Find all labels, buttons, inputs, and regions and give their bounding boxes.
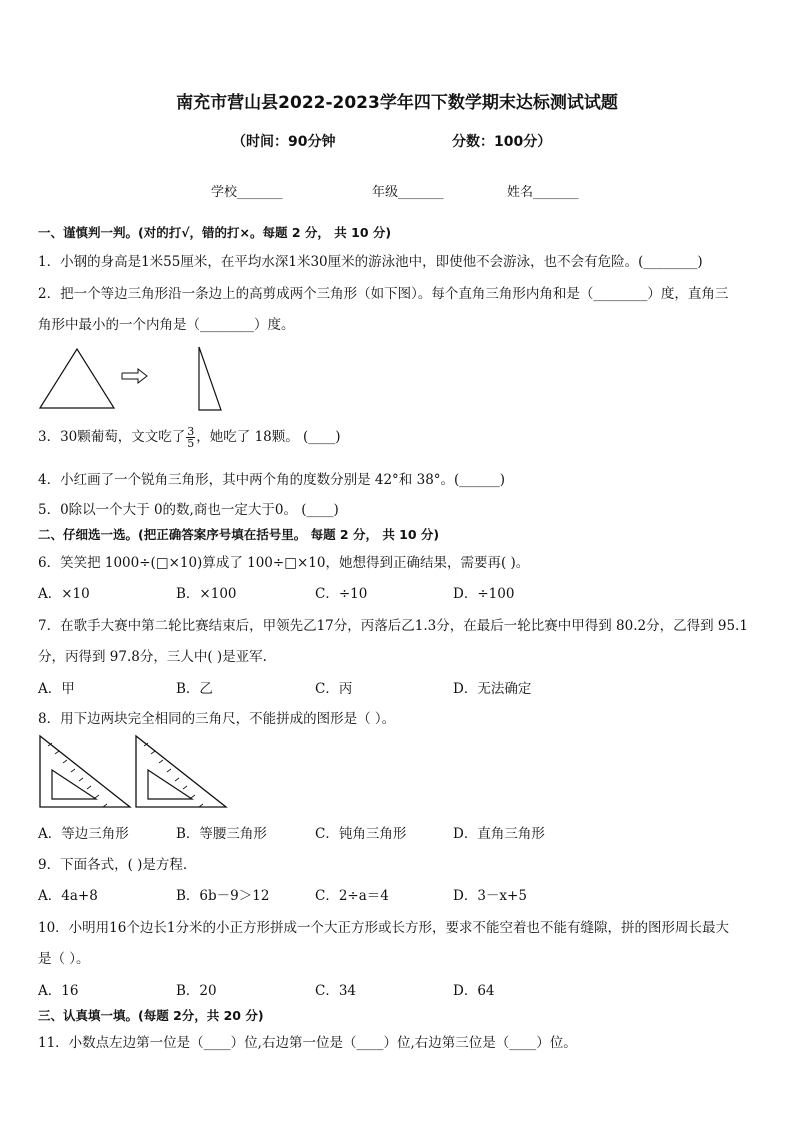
grade-field: 年级_______ (372, 185, 444, 200)
exam-score: 分数：100分） (452, 134, 552, 150)
q10-option-a: A．16 (38, 983, 79, 999)
question-2-line2: 角形中最小的一个内角是（________）度。 (38, 317, 295, 333)
fraction-denominator: 5 (187, 437, 195, 450)
q8-option-a: A．等边三角形 (38, 826, 129, 842)
q6-option-c: C．÷10 (315, 586, 368, 602)
q10-option-c: C．34 (315, 983, 357, 999)
q8-figure (38, 732, 238, 812)
section2-heading: 二、仔细选一选。(把正确答案序号填在括号里。 每题 2 分， 共 10 分) (38, 527, 440, 542)
question-1: 1．小钢的身高是1米55厘米，在平均水深1米30厘米的游泳池中，即使他不会游泳，也不会有危险。(________) (38, 254, 703, 270)
set-square-right (136, 736, 226, 807)
q7-option-c: C．丙 (315, 681, 353, 697)
q6-option-b: B．×100 (176, 586, 237, 602)
q8-option-c: C．钝角三角形 (315, 826, 407, 842)
set-square-left (40, 736, 130, 807)
q7-option-b: B．乙 (176, 681, 213, 697)
exam-time: （时间：90分钟 (232, 134, 336, 150)
question-11: 11．小数点左边第一位是（____）位,右边第一位是（____）位,右边第三位是（____）位。 (38, 1035, 577, 1051)
equilateral-triangle (40, 349, 114, 408)
section3-heading: 三、认真填一填。(每题 2分，共 20 分) (38, 1008, 264, 1023)
q8-option-b: B．等腰三角形 (176, 826, 267, 842)
q9-option-d: D．3－x+5 (453, 888, 527, 904)
q10-option-d: D．64 (453, 983, 495, 999)
right-arrow-icon (122, 369, 147, 383)
q6-option-a: A．×10 (38, 586, 90, 602)
page-title: 南充市营山县2022-2023学年四下数学期末达标测试试题 (176, 93, 618, 113)
right-triangle (199, 347, 221, 410)
question-5: 5．0除以一个大于 0的数,商也一定大于0。 (____) (38, 502, 339, 518)
q9-option-b: B．6b－9＞12 (176, 888, 270, 904)
question-7-line1: 7．在歌手大赛中第二轮比赛结束后，甲领先乙17分，丙落后乙1.3分，在最后一轮比赛中甲得到 80.2分，乙得到 95.1 (38, 618, 748, 634)
section1-heading: 一、谨慎判一判。(对的打√，错的打×。每题 2 分， 共 10 分) (38, 225, 392, 240)
q7-option-d: D．无法确定 (453, 681, 532, 697)
question-10-line1: 10．小明用16个边长1分米的小正方形拼成一个大正方形或长方形，要求不能空着也不能有缝隙，拼的图形周长最大 (38, 920, 729, 936)
question-7-line2: 分，丙得到 97.8分，三人中( )是亚军. (38, 649, 267, 665)
name-field: 姓名_______ (507, 185, 579, 200)
q9-option-a: A．4a+8 (38, 888, 98, 904)
question-3-text: 3．30颗葡萄，文文吃了 (38, 429, 186, 445)
q7-option-a: A．甲 (38, 681, 75, 697)
question-3-text-end: ，她吃了 18颗。 (____) (196, 429, 341, 445)
question-4: 4．小红画了一个锐角三角形，其中两个角的度数分别是 42°和 38°。(______) (38, 472, 506, 488)
question-3 (38, 425, 341, 449)
q8-option-d: D．直角三角形 (453, 826, 545, 842)
school-field: 学校_______ (211, 185, 283, 200)
question-8: 8．用下边两块完全相同的三角尺，不能拼成的图形是（ ）。 (38, 711, 396, 727)
fraction-numerator: 3 (187, 425, 195, 438)
question-6: 6．笑笑把 1000÷(□×10)算成了 100÷□×10，她想得到正确结果，需要再( )。 (38, 555, 530, 571)
question-2-line1: 2．把一个等边三角形沿一条边上的高剪成两个三角形（如下图）。每个直角三角形内角和是（________）度，直角三 (38, 286, 729, 302)
fraction-three-fifths (186, 426, 195, 449)
q6-option-d: D．÷100 (453, 586, 515, 602)
question-9: 9．下面各式，( )是方程． (38, 857, 197, 873)
q10-option-b: B．20 (176, 983, 217, 999)
q9-option-c: C．2÷a＝4 (315, 888, 389, 904)
question-10-line2: 是（ ）。 (38, 951, 90, 967)
q2-figure (38, 345, 238, 415)
